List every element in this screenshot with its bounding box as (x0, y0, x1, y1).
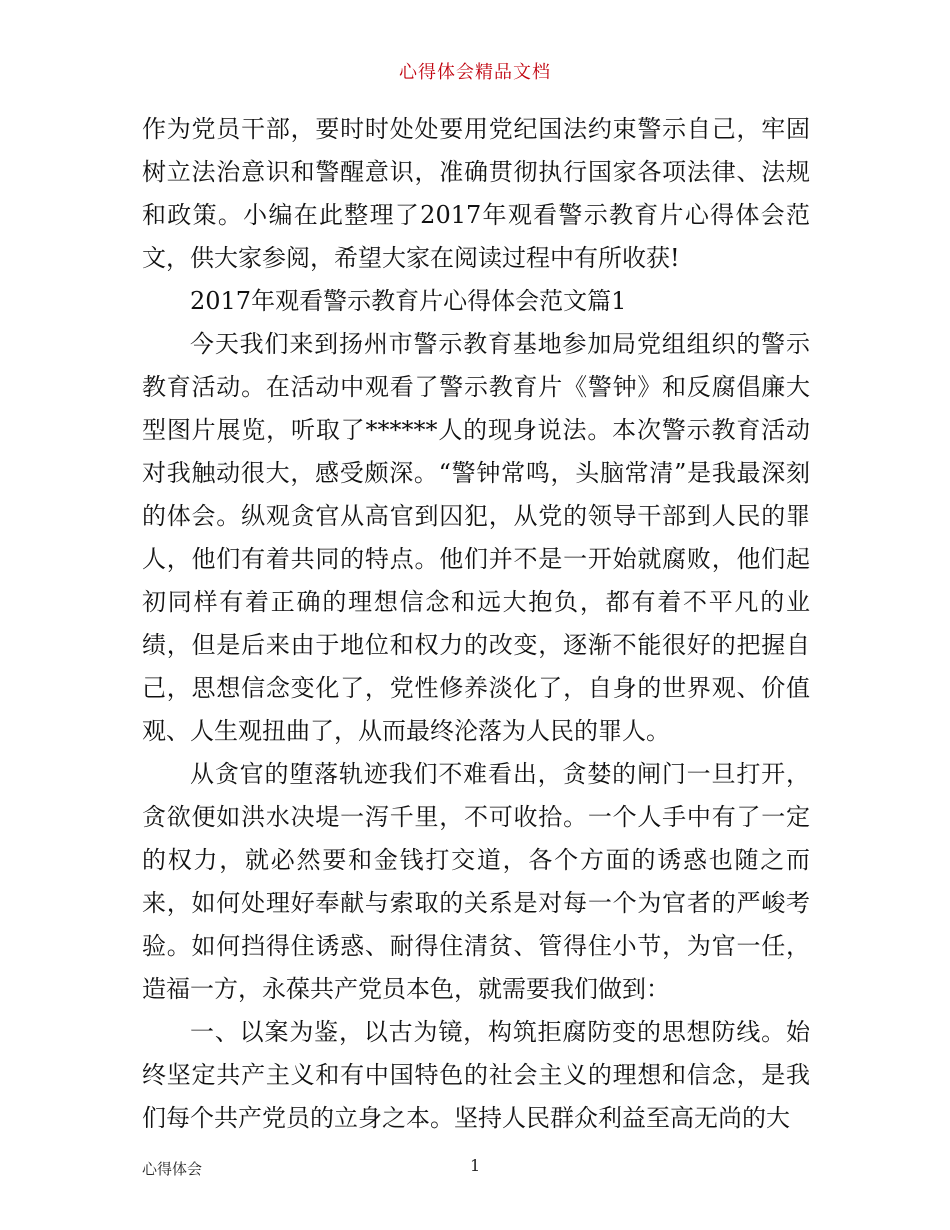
body-paragraph: 从贪官的堕落轨迹我们不难看出，贪婪的闸门一旦打开，贪欲便如洪水决堤一泻千里，不可收拾。一个人手中有了一定的权力，就必然要和金钱打交道，各个方面的诱惑也随之而来，如何处理好奉献与索取的关系是对每一个为官者的严峻考验。如何挡得住诱惑、耐得住清贫、管得住小节，为官一任，造福一方，永葆共产党员本色，就需要我们做到： (142, 760, 810, 1003)
intro-paragraph: 作为党员干部，要时时处处要用党纪国法约束警示自己，牢固树立法治意识和警醒意识，准确贯彻执行国家各项法律、法规和政策。小编在此整理了2017年观看警示教育片心得体会范文，供大家参阅，希望大家在阅读过程中有所收获! (142, 115, 810, 272)
header-title: 心得体会精品文档 (399, 62, 551, 83)
body-paragraph: 今天我们来到扬州市警示教育基地参加局党组组织的警示教育活动。在活动中观看了警示教育片《警钟》和反腐倡廉大型图片展览，听取了******人的现身说法。本次警示教育活动对我触动很大，感受颇深。“警钟常鸣，头脑常清”是我最深刻的体会。纵观贪官从高官到囚犯，从党的领导干部到人民的罪人，他们有着共同的特点。他们并不是一开始就腐败，他们起初同样有着正确的理想信念和远大抱负，都有着不平凡的业绩，但是后来由于地位和权力的改变，逐渐不能很好的把握自己，思想信念变化了，党性修养淡化了，自身的世界观、价值观、人生观扭曲了，从而最终沦落为人民的罪人。 (142, 330, 810, 745)
section-heading: 2017年观看警示教育片心得体会范文篇1 (190, 287, 627, 315)
page-number: 1 (470, 1156, 481, 1175)
body-paragraph: 一、以案为鉴，以古为镜，构筑拒腐防变的思想防线。始终坚定共产主义和有中国特色的社会主义的理想和信念，是我们每个共产党员的立身之本。坚持人民群众利益至高无尚的大 (142, 1018, 810, 1132)
document-body (142, 108, 810, 1140)
footer-label: 心得体会 (142, 1160, 203, 1178)
